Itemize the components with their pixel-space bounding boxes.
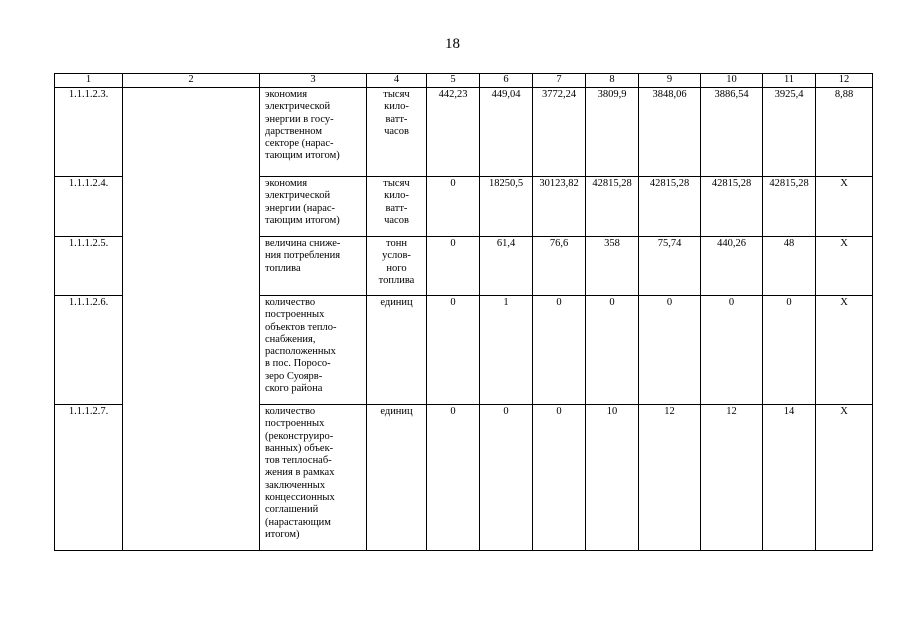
indicator-name: количество построенных (реконструиро- ванных) объек- тов теплоснаб- жения в рамках заключенных концессионных соглашений (нарастающим итогом) <box>260 405 367 551</box>
row-code: 1.1.1.2.5. <box>55 237 123 296</box>
value-cell: 3772,24 <box>533 88 586 177</box>
header-cell: 12 <box>816 74 873 88</box>
table-row <box>55 88 873 177</box>
value-cell: 42815,28 <box>701 177 763 237</box>
value-cell: 0 <box>427 296 480 405</box>
table-header-row <box>55 74 873 88</box>
page-number: 18 <box>445 36 460 52</box>
value-cell: 3886,54 <box>701 88 763 177</box>
value-cell: 358 <box>586 237 639 296</box>
value-cell: 42815,28 <box>763 177 816 237</box>
unit-cell: тонн услов- ного топлива <box>367 237 427 296</box>
value-cell: 0 <box>763 296 816 405</box>
value-cell: 0 <box>639 296 701 405</box>
value-cell: 14 <box>763 405 816 551</box>
value-cell: 75,74 <box>639 237 701 296</box>
value-cell: Х <box>816 177 873 237</box>
value-cell: 0 <box>701 296 763 405</box>
row-code: 1.1.1.2.4. <box>55 177 123 237</box>
unit-cell: тысяч кило- ватт- часов <box>367 88 427 177</box>
value-cell: 0 <box>586 296 639 405</box>
header-cell: 2 <box>123 74 260 88</box>
value-cell: 42815,28 <box>639 177 701 237</box>
header-cell: 9 <box>639 74 701 88</box>
column-2-merged-cell <box>123 88 260 551</box>
value-cell: 0 <box>427 177 480 237</box>
value-cell: 30123,82 <box>533 177 586 237</box>
header-cell: 3 <box>260 74 367 88</box>
header-cell: 1 <box>55 74 123 88</box>
value-cell: 3809,9 <box>586 88 639 177</box>
header-cell: 11 <box>763 74 816 88</box>
value-cell: 0 <box>480 405 533 551</box>
value-cell: 3848,06 <box>639 88 701 177</box>
unit-cell: единиц <box>367 296 427 405</box>
value-cell: 0 <box>533 405 586 551</box>
unit-cell: единиц <box>367 405 427 551</box>
value-cell: 18250,5 <box>480 177 533 237</box>
value-cell: 449,04 <box>480 88 533 177</box>
indicator-name: экономия электрической энергии в госу- дарственном секторе (нарас- тающим итогом) <box>260 88 367 177</box>
row-code: 1.1.1.2.6. <box>55 296 123 405</box>
value-cell: 12 <box>701 405 763 551</box>
unit-cell: тысяч кило- ватт- часов <box>367 177 427 237</box>
value-cell: 440,26 <box>701 237 763 296</box>
value-cell: Х <box>816 405 873 551</box>
row-code: 1.1.1.2.3. <box>55 88 123 177</box>
value-cell: 0 <box>427 237 480 296</box>
header-cell: 10 <box>701 74 763 88</box>
value-cell: 61,4 <box>480 237 533 296</box>
value-cell: 48 <box>763 237 816 296</box>
value-cell: 76,6 <box>533 237 586 296</box>
value-cell: Х <box>816 237 873 296</box>
indicator-name: экономия электрической энергии (нарас- тающим итогом) <box>260 177 367 237</box>
value-cell: 3925,4 <box>763 88 816 177</box>
value-cell: 0 <box>533 296 586 405</box>
indicator-name: величина сниже- ния потребления топлива <box>260 237 367 296</box>
indicators-table <box>54 73 873 551</box>
header-cell: 7 <box>533 74 586 88</box>
header-cell: 6 <box>480 74 533 88</box>
value-cell: 442,23 <box>427 88 480 177</box>
value-cell: 12 <box>639 405 701 551</box>
header-cell: 4 <box>367 74 427 88</box>
value-cell: Х <box>816 296 873 405</box>
header-cell: 8 <box>586 74 639 88</box>
value-cell: 0 <box>427 405 480 551</box>
value-cell: 10 <box>586 405 639 551</box>
value-cell: 42815,28 <box>586 177 639 237</box>
header-cell: 5 <box>427 74 480 88</box>
row-code: 1.1.1.2.7. <box>55 405 123 551</box>
value-cell: 1 <box>480 296 533 405</box>
value-cell: 8,88 <box>816 88 873 177</box>
indicator-name: количество построенных объектов тепло- снабжения, расположенных в пос. Поросо- зеро Суоярв- ского района <box>260 296 367 405</box>
